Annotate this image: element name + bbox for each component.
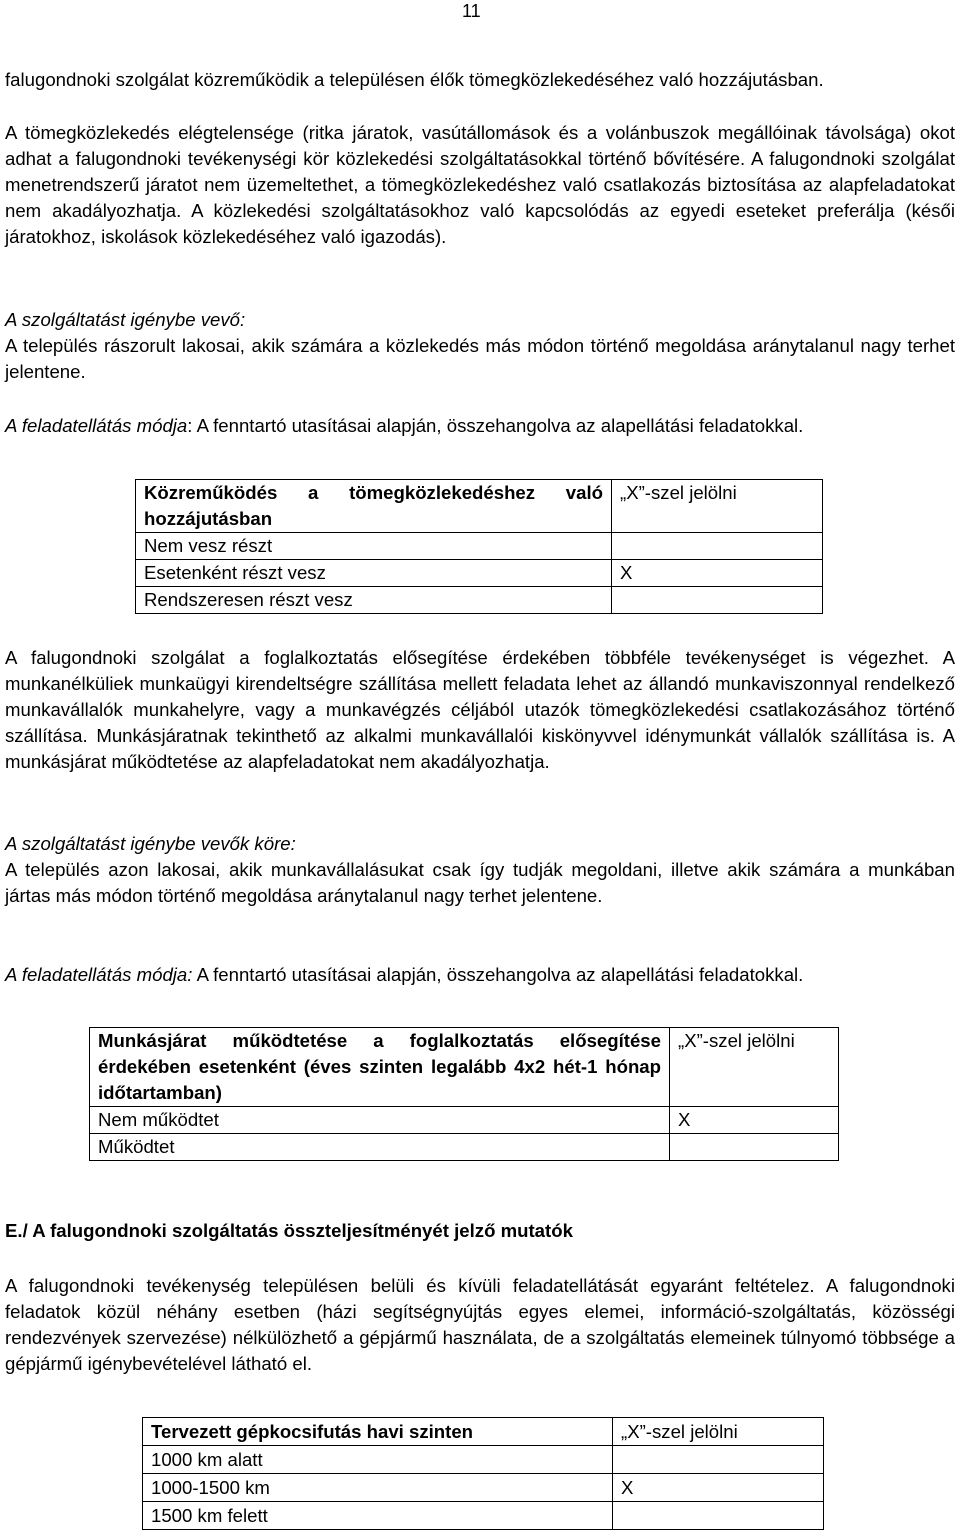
table-header-row xyxy=(136,480,823,533)
paragraph-transport-intro: falugondnoki szolgálat közreműködik a településen élők tömegközlekedéséhez való hozzájutásban. xyxy=(5,69,824,90)
mode-block-1 xyxy=(5,413,955,439)
mileage-table xyxy=(142,1417,824,1530)
table-row xyxy=(136,587,823,614)
section-heading: E./ A falugondnoki szolgáltatás összteljesítményét jelző mutatók xyxy=(5,1220,573,1241)
users-block-2 xyxy=(5,831,955,909)
mode-text: A fenntartó utasításai alapján, összehangolva az alapellátási feladatokkal. xyxy=(192,964,804,985)
row-mark: X xyxy=(613,1474,824,1502)
mode-text: : A fenntartó utasításai alapján, összehangolva az alapellátási feladatokkal. xyxy=(187,415,804,436)
page-number: 11 xyxy=(462,1,481,21)
row-mark xyxy=(612,533,823,560)
table-row xyxy=(90,1134,839,1161)
paragraph-employment: A falugondnoki szolgálat a foglalkoztatás elősegítése érdekében többféle tevékenységet is végezhet. A munkanélküliek munkaügyi kirendeltségre szállítása mellett feladata lehet az állandó munkaviszonnyal rendelkező munkavállalók munkahelyre, vagy a munkavégzés céljából utazók tömegközlekedési csatlakozásához történő szállítása. Munkásjáratnak tekinthető az alkalmi munkavállalói kiskönyvvel idénymunkát vállalók szállítása is. A munkásjárat működtetése az alapfeladatokat nem akadályozhatja. xyxy=(5,647,955,772)
table-row xyxy=(136,560,823,587)
row-label: Nem vesz részt xyxy=(136,533,612,560)
mode-block-2 xyxy=(5,962,955,988)
row-mark xyxy=(613,1446,824,1474)
row-mark: X xyxy=(670,1107,839,1134)
table-header-mark: „X”-szel jelölni xyxy=(613,1418,824,1446)
transport-table xyxy=(135,479,823,614)
row-label: Rendszeresen részt vesz xyxy=(136,587,612,614)
table-header-row xyxy=(90,1028,839,1107)
paragraph-transport-details: A tömegközlekedés elégtelensége (ritka járatok, vasútállomások és a volánbuszok megállóinak távolsága) okot adhat a falugondnoki tevékenységi kör közlekedési szolgáltatásokkal történő bővítésére. A falugondnoki szolgálat menetrendszerű járatot nem üzemeltethet, a tömegközlekedéshez való csatlakozás biztosítása az alapfeladatokat nem akadályozhatja. A közlekedési szolgáltatásokhoz való kapcsolódás az egyedi eseteket preferálja (késői járatokhoz, iskolások közlekedéséhez való igazodás). xyxy=(5,122,955,247)
table-row xyxy=(143,1446,824,1474)
row-mark xyxy=(612,587,823,614)
row-label: 1000 km alatt xyxy=(143,1446,613,1474)
row-label: Nem működtet xyxy=(90,1107,670,1134)
table-row xyxy=(143,1502,824,1530)
table-header-label: Munkásjárat működtetése a foglalkoztatás elősegítése érdekében esetenként (éves szinten legalább 4x2 hét-1 hónap időtartamban) xyxy=(90,1028,670,1107)
table-header-mark: „X”-szel jelölni xyxy=(670,1028,839,1107)
users-text: A település azon lakosai, akik munkavállalásukat csak így tudják megoldani, illetve akik számára a munkában jártas más módon történő megoldása aránytalanul nagy terhet jelentene. xyxy=(5,859,955,906)
users-label: A szolgáltatást igénybe vevő: xyxy=(5,309,246,330)
row-label: Működtet xyxy=(90,1134,670,1161)
table-row xyxy=(143,1474,824,1502)
mode-label: A feladatellátás módja: xyxy=(5,964,193,985)
table-row xyxy=(90,1107,839,1134)
users-block-1 xyxy=(5,307,955,385)
workers-bus-table xyxy=(89,1027,839,1161)
table-header-label: Közreműködés a tömegközlekedéshez való hozzájutásban xyxy=(136,480,612,533)
users-label: A szolgáltatást igénybe vevők köre: xyxy=(5,833,296,854)
row-mark: X xyxy=(612,560,823,587)
users-text: A település rászorult lakosai, akik számára a közlekedés más módon történő megoldása aránytalanul nagy terhet jelentene. xyxy=(5,335,955,382)
row-mark xyxy=(613,1502,824,1530)
table-header-label: Tervezett gépkocsifutás havi szinten xyxy=(143,1418,613,1446)
table-row xyxy=(136,533,823,560)
table-header-row xyxy=(143,1418,824,1446)
row-label: 1500 km felett xyxy=(143,1502,613,1530)
row-mark xyxy=(670,1134,839,1161)
row-label: Esetenként részt vesz xyxy=(136,560,612,587)
table-header-mark: „X”-szel jelölni xyxy=(612,480,823,533)
paragraph-vehicle: A falugondnoki tevékenység településen belüli és kívüli feladatellátását egyaránt feltételez. A falugondnoki feladatok közül néhány esetben (házi segítségnyújtás egyes elemei, információ-szolgáltatás, közösségi rendezvények szervezése) nélkülözhető a gépjármű használata, de a szolgáltatás elemeinek túlnyomó többsége a gépjármű igénybevételével látható el. xyxy=(5,1275,955,1374)
row-label: 1000-1500 km xyxy=(143,1474,613,1502)
mode-label: A feladatellátás módja xyxy=(5,415,188,436)
